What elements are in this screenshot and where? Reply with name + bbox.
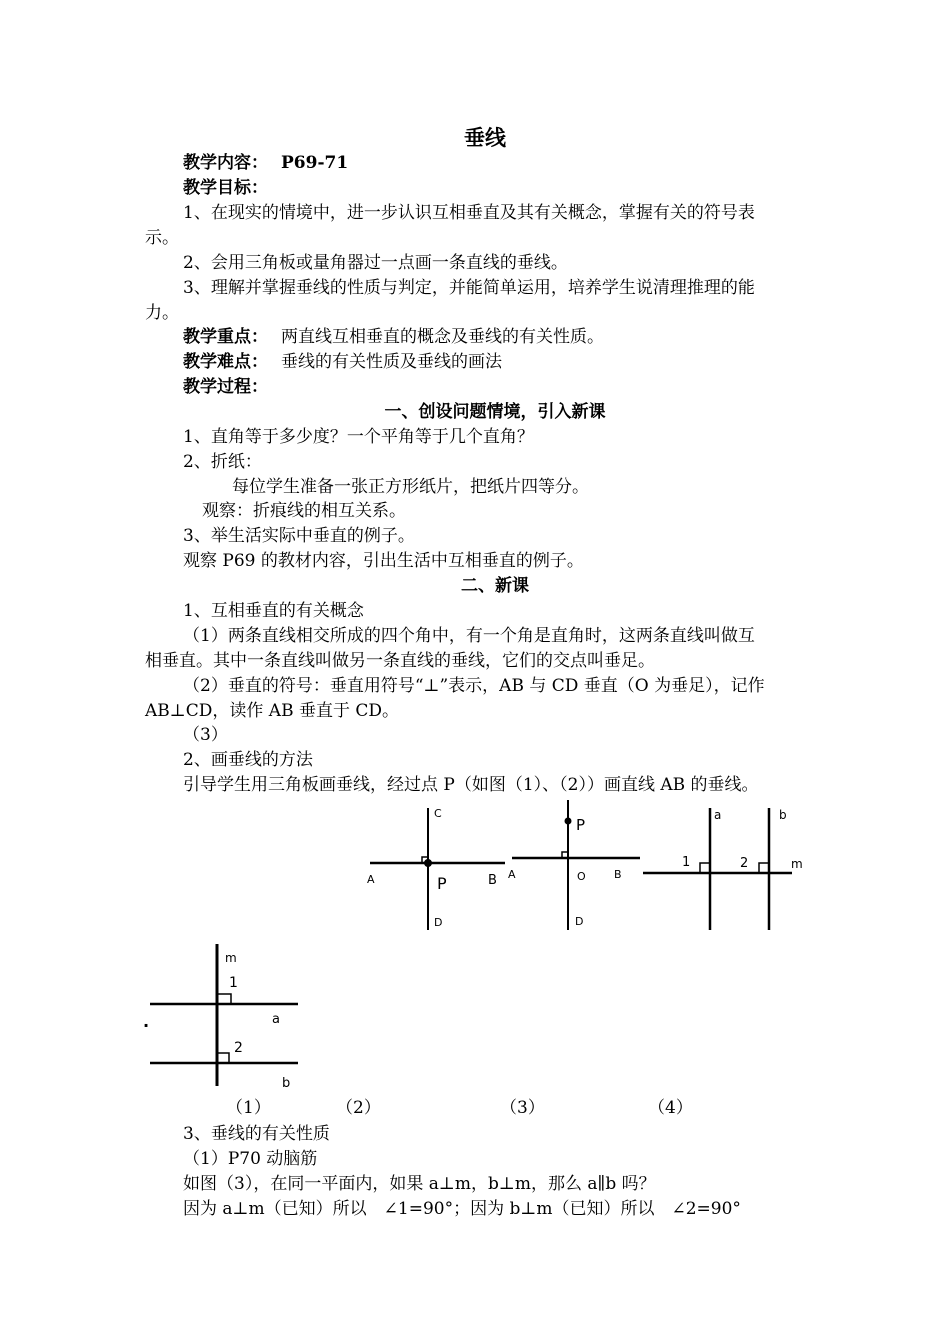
section2-line: 2、画垂线的方法 (183, 750, 313, 770)
section3-line: 如图（3），在同一平面内，如果 a⊥m，b⊥m，那么 a∥b 吗？ (183, 1174, 656, 1194)
fig3-label-b: b (779, 808, 787, 822)
fig3-label-1: 1 (682, 855, 691, 870)
section2-heading: 二、新课 (461, 576, 529, 596)
fig1-point-p (425, 860, 432, 867)
fig2-label-o: O (577, 870, 586, 883)
fig3-right-angle-2 (759, 863, 769, 873)
section1-line: 1、直角等于多少度？一个平角等于几个直角？ (183, 427, 534, 447)
goal-line: 3、理解并掌握垂线的性质与判定，并能简单运用，培养学生说清理推理的能 (183, 278, 755, 298)
section2-line: 相垂直。其中一条直线叫做另一条直线的垂线，它们的交点叫垂足。 (145, 651, 655, 671)
goals-label: 教学目标： (183, 178, 268, 198)
fig2-label-p: P (576, 816, 586, 834)
goal-line: 示。 (145, 228, 179, 248)
content-value: P69-71 (281, 153, 349, 173)
fig4-dot: . (143, 1012, 150, 1031)
fig1-label-p: P (437, 874, 447, 893)
content-label: 教学内容： (183, 153, 268, 173)
fig1-label-d: D (434, 916, 443, 929)
fig3-label-2: 2 (740, 856, 749, 871)
section3-line: 因为 a⊥m（已知）所以 ∠1=90°；因为 b⊥m（已知）所以 ∠2=90° (183, 1199, 741, 1219)
fig1-label-b: B (488, 873, 497, 888)
section3-line: （1）P70 动脑筋 (183, 1149, 318, 1169)
figure-caption: （3） (500, 1098, 545, 1118)
key-point-text: 两直线互相垂直的概念及垂线的有关性质。 (281, 327, 604, 347)
fig4-right-angle-2 (217, 1053, 229, 1063)
section1-line: 观察 P69 的教材内容，引出生活中互相垂直的例子。 (183, 551, 584, 571)
process-label: 教学过程： (183, 377, 268, 397)
fig4-label-m: m (225, 951, 237, 965)
section2-line: （2）垂直的符号：垂直用符号“⊥”表示，AB 与 CD 垂直（O 为垂足），记作 (183, 676, 765, 696)
fig3-right-angle-1 (700, 863, 710, 873)
figure-caption: （4） (648, 1098, 693, 1118)
fig3-label-m: m (791, 857, 803, 871)
fig2-label-b: B (614, 868, 622, 881)
section1-line: 观察：折痕线的相互关系。 (202, 501, 406, 521)
section1-line: 3、举生活实际中垂直的例子。 (183, 526, 415, 546)
goal-line: 2、会用三角板或量角器过一点画一条直线的垂线。 (183, 253, 568, 273)
section2-line: （3） (183, 725, 228, 745)
fig4-label-2: 2 (234, 1040, 243, 1056)
section3-line: 3、垂线的有关性质 (183, 1124, 330, 1144)
goal-line: 1、在现实的情境中，进一步认识互相垂直及其有关概念，掌握有关的符号表 (183, 203, 755, 223)
fig4-right-angle-1 (217, 994, 231, 1004)
difficulty-text: 垂线的有关性质及垂线的画法 (281, 352, 502, 372)
key-point-label: 教学重点： (183, 327, 268, 347)
figure-1 (370, 808, 505, 930)
fig4-label-b: b (282, 1076, 291, 1091)
fig2-label-a: A (508, 868, 516, 881)
difficulty-label: 教学难点： (183, 352, 268, 372)
section2-line: AB⊥CD，读作 AB 垂直于 CD。 (145, 701, 400, 721)
section2-line: （1）两条直线相交所成的四个角中，有一个角是直角时，这两条直线叫做互 (183, 626, 755, 646)
section1-line: 每位学生准备一张正方形纸片，把纸片四等分。 (232, 477, 589, 497)
figure-caption: （2） (336, 1098, 381, 1118)
figure-caption: （1） (226, 1098, 271, 1118)
fig4-label-a: a (272, 1012, 280, 1027)
section1-line: 2、折纸： (183, 452, 262, 472)
fig2-label-d: D (575, 915, 584, 928)
fig1-label-a: A (367, 873, 375, 886)
goal-line: 力。 (145, 303, 179, 323)
section2-line: 1、互相垂直的有关概念 (183, 601, 364, 621)
fig2-point-p (565, 818, 571, 824)
fig3-label-a: a (714, 808, 722, 822)
fig4-label-1: 1 (229, 975, 238, 991)
figure-3 (643, 808, 792, 930)
fig1-label-c: C (434, 807, 442, 820)
section1-heading: 一、创设问题情境，引入新课 (384, 402, 606, 422)
page-title: 垂线 (464, 125, 506, 150)
section2-line: 引导学生用三角板画垂线，经过点 P（如图（1）、（2））画直线 AB 的垂线。 (183, 775, 759, 795)
